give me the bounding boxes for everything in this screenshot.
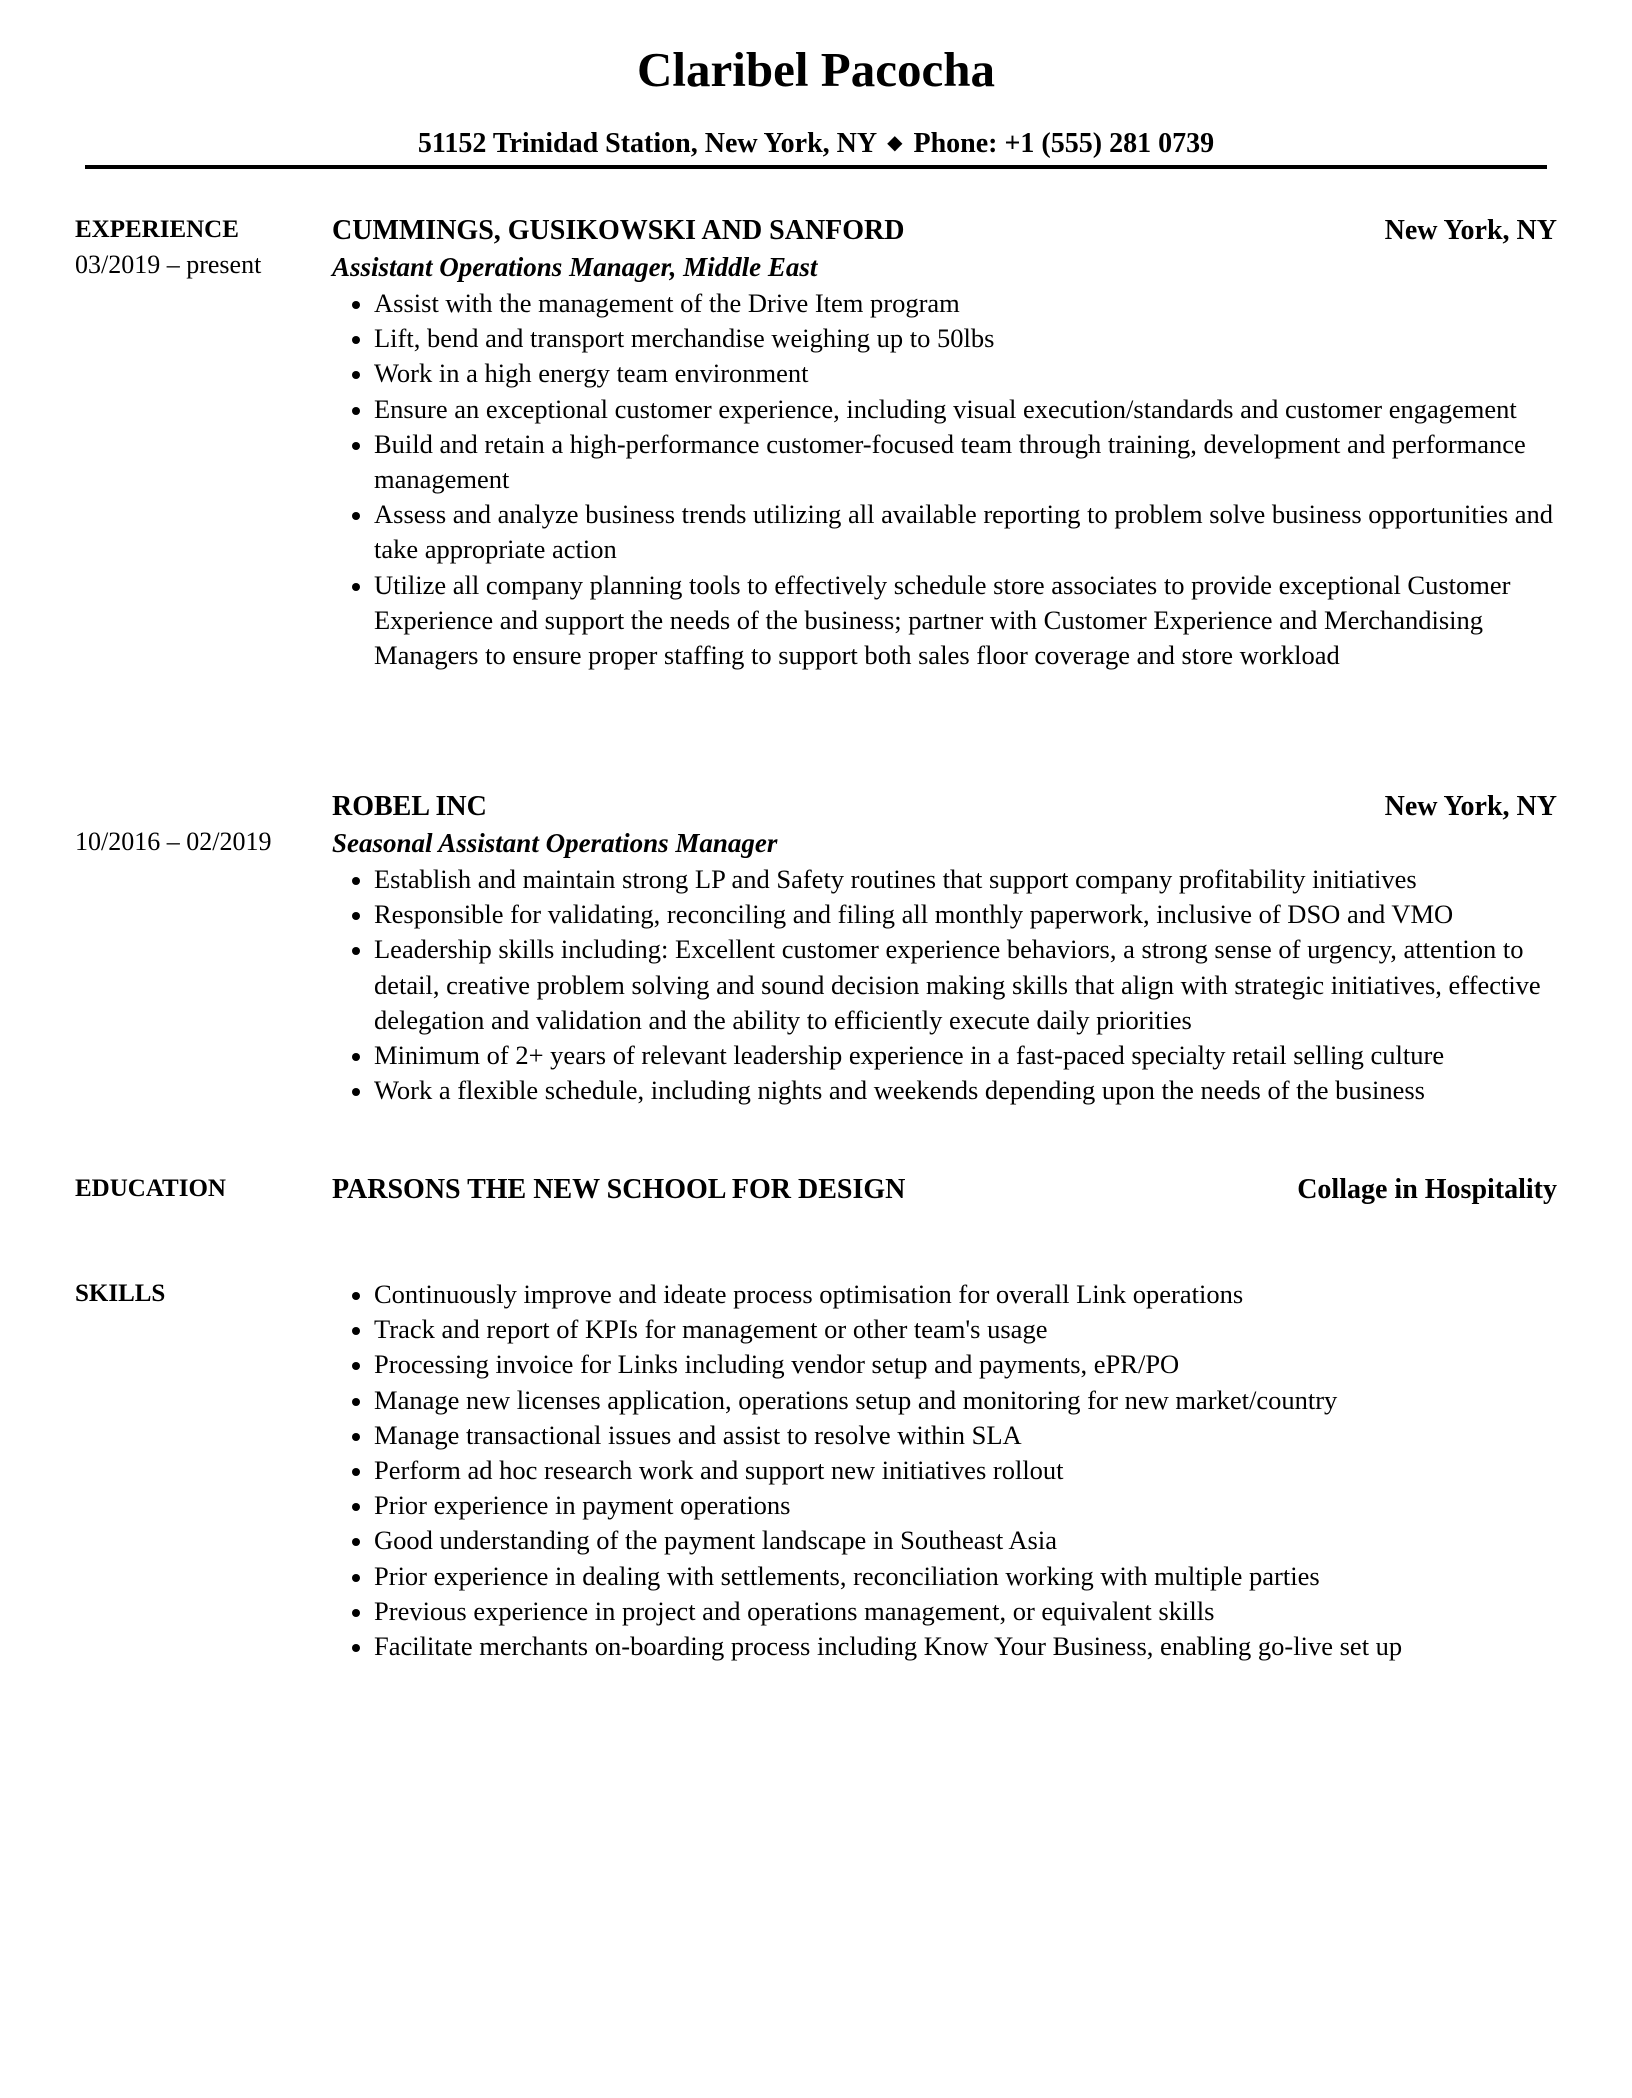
list-item: Manage new licenses application, operations setup and monitoring for new market/country <box>332 1383 1562 1418</box>
header-divider <box>85 165 1547 169</box>
school-name: PARSONS THE NEW SCHOOL FOR DESIGN <box>332 1174 906 1205</box>
list-item: Minimum of 2+ years of relevant leadership experience in a fast-paced specialty retail selling culture <box>332 1038 1562 1073</box>
job-company: CUMMINGS, GUSIKOWSKI AND SANFORD <box>332 215 905 246</box>
education-heading: EDUCATION <box>75 1175 226 1202</box>
list-item: Responsible for validating, reconciling and filing all monthly paperwork, inclusive of DSO and VMO <box>332 897 1562 932</box>
list-item: Perform ad hoc research work and support new initiatives rollout <box>332 1453 1562 1488</box>
list-item: Track and report of KPIs for management or other team's usage <box>332 1312 1562 1347</box>
list-item: Processing invoice for Links including vendor setup and payments, ePR/PO <box>332 1347 1562 1382</box>
job-bullets <box>332 286 1562 673</box>
address: 51152 Trinidad Station, New York, NY <box>417 128 877 159</box>
diamond-separator-icon: ◆ <box>887 132 903 154</box>
list-item: Previous experience in project and operations management, or equivalent skills <box>332 1594 1562 1629</box>
job-dates: 03/2019 – present <box>75 250 262 279</box>
list-item: Prior experience in dealing with settlements, reconciliation working with multiple parties <box>332 1559 1562 1594</box>
contact-line <box>0 125 1632 162</box>
list-item: Lift, bend and transport merchandise weighing up to 50lbs <box>332 321 1562 356</box>
list-item: Leadership skills including: Excellent customer experience behaviors, a strong sense of urgency, attention to detail, creative problem solving and sound decision making skills that align with strategic initiatives, effective delegation and validation and the ability to efficiently execute daily priorities <box>332 932 1562 1038</box>
list-item: Assess and analyze business trends utilizing all available reporting to problem solve business opportunities and take appropriate action <box>332 497 1562 567</box>
job-location: New York, NY <box>1384 215 1557 246</box>
list-item: Establish and maintain strong LP and Safety routines that support company profitability initiatives <box>332 862 1562 897</box>
skills-list <box>332 1277 1562 1664</box>
job-bullets <box>332 862 1562 1108</box>
job-role: Seasonal Assistant Operations Manager <box>332 828 778 858</box>
skills-heading: SKILLS <box>75 1280 166 1307</box>
list-item: Build and retain a high-performance customer-focused team through training, development and performance management <box>332 427 1562 497</box>
job-dates: 10/2016 – 02/2019 <box>75 827 272 856</box>
list-item: Work a flexible schedule, including nights and weekends depending upon the needs of the business <box>332 1073 1562 1108</box>
list-item: Utilize all company planning tools to effectively schedule store associates to provide exceptional Customer Experience and support the needs of the business; partner with Customer Experience and Merchandising Managers to ensure proper staffing to support both sales floor coverage and store workload <box>332 568 1562 674</box>
degree: Collage in Hospitality <box>1297 1174 1557 1205</box>
list-item: Good understanding of the payment landscape in Southeast Asia <box>332 1523 1562 1558</box>
list-item: Manage transactional issues and assist to resolve within SLA <box>332 1418 1562 1453</box>
phone: Phone: +1 (555) 281 0739 <box>913 128 1215 159</box>
list-item: Continuously improve and ideate process optimisation for overall Link operations <box>332 1277 1562 1312</box>
job-role: Assistant Operations Manager, Middle East <box>332 252 818 282</box>
job-location: New York, NY <box>1384 791 1557 822</box>
experience-heading: EXPERIENCE <box>75 216 239 243</box>
candidate-name: Claribel Pacocha <box>637 42 995 97</box>
list-item: Ensure an exceptional customer experience, including visual execution/standards and customer engagement <box>332 392 1562 427</box>
list-item: Facilitate merchants on-boarding process including Know Your Business, enabling go-live set up <box>332 1629 1562 1664</box>
list-item: Prior experience in payment operations <box>332 1488 1562 1523</box>
list-item: Assist with the management of the Drive Item program <box>332 286 1562 321</box>
job-company: ROBEL INC <box>332 791 487 822</box>
list-item: Work in a high energy team environment <box>332 356 1562 391</box>
